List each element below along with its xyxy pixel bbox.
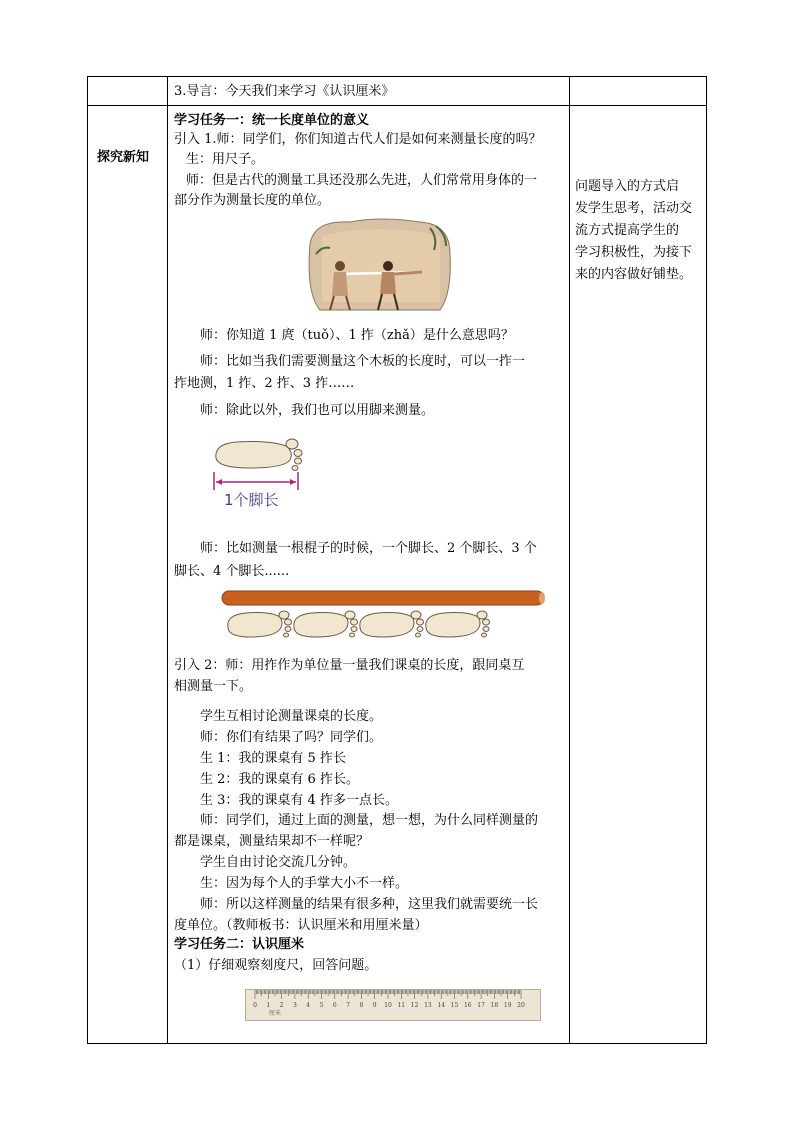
paragraph-line: 师：你知道 1 庹（tuǒ）、1 拃（zhǎ）是什么意思吗？ [200,328,514,343]
ruler-illustration [245,989,541,1021]
column-divider-right [569,77,570,1043]
teaching-notes [575,176,703,286]
ruler-number: 16 [463,1002,472,1009]
ruler-number: 18 [490,1002,499,1009]
paragraph-line: 拃地测，1 拃、2 拃、3 拃…… [174,376,355,391]
ruler-number: 10 [384,1002,392,1009]
paragraph-line: 生 1：我的课桌有 5 拃长 [200,751,346,766]
ruler-number: 4 [306,1002,311,1009]
ruler-number: 7 [346,1002,351,1009]
paragraph-line: 生：用尺子。 [186,152,265,167]
row-divider [88,105,706,106]
ruler-number: 2 [279,1002,284,1009]
ruler-number: 14 [437,1002,446,1009]
ruler-number: 5 [319,1002,324,1009]
section-label: 探究新知 [97,150,150,165]
intro-text: 3.导言：今天我们来学习《认识厘米》 [174,84,395,99]
lesson-table [87,76,707,1044]
paragraph-line: 生：因为每个人的手掌大小不一样。 [200,876,409,891]
paragraph-line: 师：比如当我们需要测量这个木板的长度时，可以一拃一 [200,354,526,369]
ruler-number: 13 [424,1002,432,1009]
ruler-number: 9 [372,1002,377,1009]
paragraph-line: 师：比如测量一根棍子的时候，一个脚长、2 个脚长、3 个 [200,541,537,556]
paragraph-line: 都是课桌，测量结果却不一样呢？ [174,834,370,849]
paragraph-line: 师：你们有结果了吗？同学们。 [200,730,383,745]
task2-title: 学习任务二：认识厘米 [174,937,305,952]
ruler-number: 20 [517,1002,525,1009]
paragraph-line: 部分作为测量长度的单位。 [174,193,331,208]
paragraph-line: 脚长、4 个脚长...... [174,564,290,579]
paragraph-line: 生 2：我的课桌有 6 拃长。 [200,772,359,787]
ruler-number: 1 [266,1002,271,1009]
ruler-number: 11 [397,1002,406,1009]
ruler-unit-label: 厘米 [269,1010,282,1017]
ruler-number: 17 [477,1002,485,1009]
note-line: 发学生思考，活动交 [575,201,693,216]
paragraph-line: 师：所以这样测量的结果有很多种，这里我们就需要统一长 [200,897,539,912]
note-line: 问题导入的方式启 [575,179,680,194]
foot-length-label: 1个脚长 [224,491,279,509]
paragraph-line: 师：但是古代的测量工具还没那么先进，人们常常用身体的一 [186,173,538,188]
paragraph-line: 相测量一下。 [174,679,253,694]
ruler-number: 12 [410,1002,419,1009]
paragraph-line: 师：同学们，通过上面的测量，想一想，为什么同样测量的 [200,813,539,828]
paragraph-line: 师：除此以外，我们也可以用脚来测量。 [200,403,435,418]
ruler-number: 19 [503,1002,512,1009]
ruler-number: 0 [253,1002,257,1009]
paragraph-line: 引入 1.师：同学们，你们知道古代人们是如何来测量长度的吗？ [174,132,542,147]
ruler-number: 8 [359,1002,364,1009]
column-divider-left [167,77,168,1043]
paragraph-line: （1）仔细观察刻度尺，回答问题。 [174,958,378,973]
paragraph-line: 学生自由讨论交流几分钟。 [200,855,357,870]
foot-length-illustration [210,434,310,490]
ruler-number: 6 [332,1002,337,1009]
stick-feet-illustration [220,589,550,645]
note-line: 学习积极性，为接下 [575,245,693,260]
paragraph-line: 生 3：我的课桌有 4 拃多一点长。 [200,793,398,808]
ruler-number: 15 [450,1002,459,1009]
note-line: 来的内容做好铺垫。 [575,267,693,282]
ancient-measure-illustration [300,214,456,314]
note-line: 流方式提高学生的 [575,223,680,238]
paragraph-line: 引入 2：师：用拃作为单位量一量我们课桌的长度，跟同桌互 [174,658,525,673]
ruler-number: 3 [292,1002,297,1009]
task1-title: 学习任务一：统一长度单位的意义 [174,113,370,128]
paragraph-line: 学生互相讨论测量课桌的长度。 [200,709,383,724]
paragraph-line: 度单位。（教师板书：认识厘米和用厘米量） [174,918,428,933]
